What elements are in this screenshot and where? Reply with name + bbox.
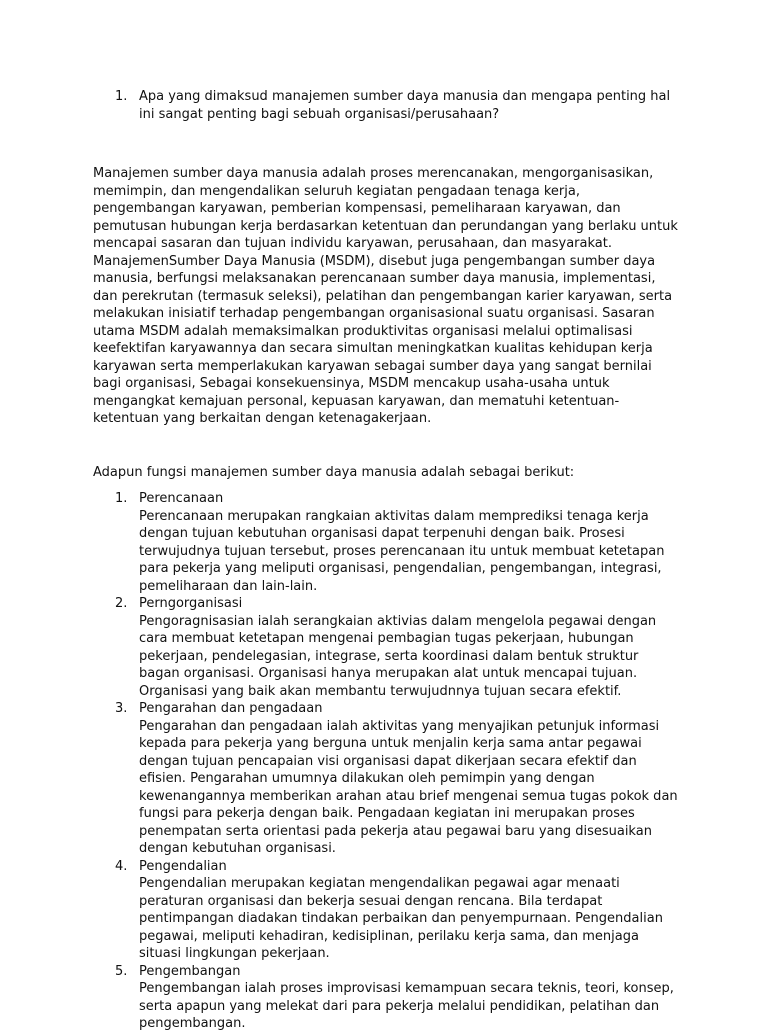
function-number: 2. xyxy=(115,596,128,611)
question-text: Apa yang dimaksud manajemen sumber daya manusia dan mengapa penting hal ini sangat penting bagi sebuah organisasi/perusahaan? xyxy=(139,89,671,122)
function-title: Perencanaan xyxy=(139,491,224,506)
function-item-pengendalian xyxy=(93,858,678,963)
function-item-pengembangan xyxy=(93,963,678,1033)
function-description: Pengoragnisasian ialah serangkaian aktivias dalam mengelola pegawai dengan cara membuat ketetapan mengenai pembagian tugas pekerjaan, hubungan pekerjaan, pendelegasian, integrase, serta koordinasi dalam bentuk struktur bagan organisasi. Organisasi hanya merupakan alat untuk mencapai tujuan. Organisasi yang baik akan membantu terwujudnnya tujuan secara efektif. xyxy=(139,613,657,699)
functions-intro: Adapun fungsi manajemen sumber daya manusia adalah sebagai berikut: xyxy=(93,464,575,480)
function-title: Pengarahan dan pengadaan xyxy=(139,701,323,716)
functions-list xyxy=(93,490,678,1033)
function-item-perngorganisasi xyxy=(93,595,678,700)
function-description: Perencanaan merupakan rangkaian aktivitas dalam memprediksi tenaga kerja dengan tujuan kebutuhan organisasi dapat terpenuhi dengan baik. Prosesi terwujudnya tujuan tersebut, proses perencanaan itu untuk membuat ketetapan para pekerja yang meliputi organisasi, pengendalian, pengembangan, integrasi, pemeliharaan dan lain-lain. xyxy=(139,508,665,594)
function-description: Pengarahan dan pengadaan ialah aktivitas yang menyajikan petunjuk informasi kepada para pekerja yang berguna untuk menjalin kerja sama antar pegawai dengan tujuan pencapaian visi organisasi dapat dikerjaan secara efektif dan efisien. Pengarahan umumnya dilakukan oleh pemimpin yang dengan kewenangannya memberikan arahan atau brief mengenai semua tugas pokok dan fungsi para pekerja dengan baik. Pengadaan kegiatan ini merupakan proses penempatan serta orientasi pada pekerja atau pegawai baru yang disesuaikan dengan kebutuhan organisasi. xyxy=(139,718,678,856)
question-item xyxy=(93,88,678,123)
document-content xyxy=(93,88,678,1033)
question-number: 1. xyxy=(115,89,128,104)
function-title: Perngorganisasi xyxy=(139,596,243,611)
function-title: Pengembangan xyxy=(139,963,241,979)
function-number: 5. xyxy=(115,963,128,979)
function-number: 1. xyxy=(115,491,128,506)
function-description: Pengendalian merupakan kegiatan mengendalikan pegawai agar menaati peraturan organisasi dan bekerja sesuai dengan rencana. Bila terdapat pentimpangan diadakan tindakan perbaikan dan penyempurnaan. Pengendalian pegawai, meliputi kehadiran, kedisiplinan, perilaku kerja sama, dan menjaga situasi lingkungan pekerjaan. xyxy=(139,876,663,961)
answer-paragraph: Manajemen sumber daya manusia adalah proses merencanakan, mengorganisasikan, memimpin, dan mengendalikan seluruh kegiatan pengadaan tenaga kerja, pengembangan karyawan, pemberian kompensasi, pemeliharaan karyawan, dan pemutusan hubungan kerja berdasarkan ketentuan dan perundangan yang berlaku untuk mencapai sasaran dan tujuan individu karyawan, perusahaan, dan masyarakat. ManajemenSumber Daya Manusia (MSDM), disebut juga pengembangan sumber daya manusia, berfungsi melaksanakan perencanaan sumber daya manusia, implementasi, dan perekrutan (termasuk seleksi), pelatihan dan pengembangan karier karyawan, serta melakukan inisiatif terhadap pengembangan organisasional suatu organisasi. Sasaran utama MSDM adalah memaksimalkan produktivitas organisasi melalui optimalisasi keefektifan karyawannya dan secara simultan meningkatkan kualitas kehidupan kerja karyawan serta memperlakukan karyawan sebagai sumber daya yang sangat bernilai bagi organisasi, Sebagai konsekuensinya, MSDM mencakup usaha-usaha untuk mengangkat kemajuan personal, kepuasan karyawan, dan mematuhi ketentuan-ketentuan yang berkaitan dengan ketenagakerjaan. xyxy=(93,166,678,426)
function-description: Pengembangan ialah proses improvisasi kemampuan secara teknis, teori, konsep, serta apapun yang melekat dari para pekerja melalui pendidikan, pelatihan dan pengembangan. xyxy=(139,981,674,1031)
function-number: 3. xyxy=(115,701,128,716)
function-item-pengarahan xyxy=(93,700,678,858)
function-number: 4. xyxy=(115,858,128,874)
function-item-perencanaan xyxy=(93,490,678,595)
function-title: Pengendalian xyxy=(139,858,227,874)
